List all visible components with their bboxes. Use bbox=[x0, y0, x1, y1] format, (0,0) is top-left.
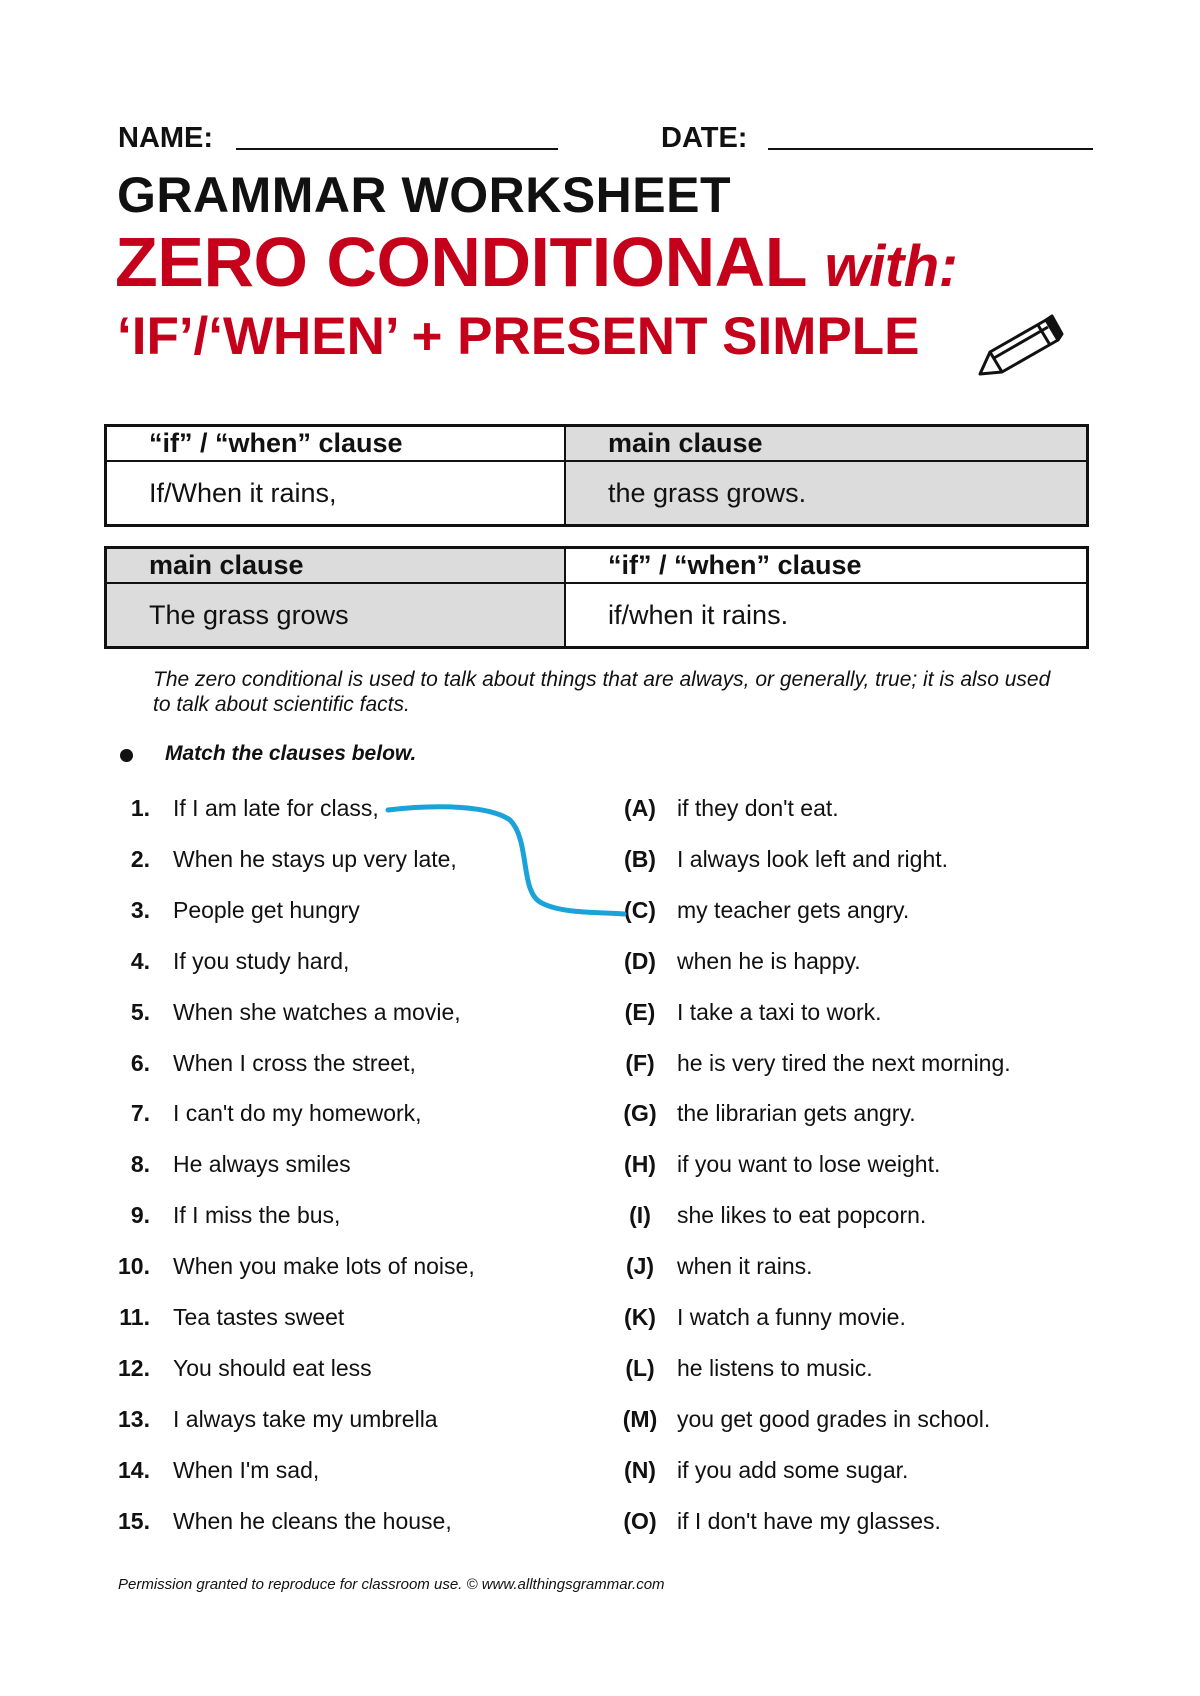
bullet-icon bbox=[120, 749, 133, 762]
right-clause[interactable]: my teacher gets angry. bbox=[677, 896, 910, 923]
match-row bbox=[0, 948, 1200, 988]
table2-col2-header: “if” / “when” clause bbox=[565, 548, 1088, 584]
pencil-icon bbox=[978, 312, 1064, 378]
clause-number: 1. bbox=[130, 795, 150, 821]
clause-table-if-first bbox=[104, 424, 1089, 527]
clause-letter: (H) bbox=[624, 1151, 656, 1178]
right-clause[interactable]: I take a taxi to work. bbox=[677, 998, 882, 1025]
clause-number: 4. bbox=[130, 947, 150, 974]
clause-number: 11. bbox=[119, 1304, 150, 1330]
right-clause[interactable]: if you want to lose weight. bbox=[677, 1151, 941, 1178]
match-row bbox=[0, 999, 1200, 1039]
clause-letter: (G) bbox=[623, 1100, 657, 1127]
date-field[interactable] bbox=[768, 118, 1093, 150]
clause-number: 5. bbox=[130, 998, 150, 1025]
right-clause[interactable]: if you add some sugar. bbox=[677, 1456, 909, 1483]
right-clause[interactable]: if I don't have my glasses. bbox=[677, 1507, 941, 1534]
left-clause[interactable]: I always take my umbrella bbox=[173, 1405, 438, 1432]
table1-col1-example: If/When it rains, bbox=[106, 461, 566, 526]
right-clause[interactable]: he listens to music. bbox=[677, 1354, 873, 1381]
instruction-text: Match the clauses below. bbox=[165, 742, 417, 765]
left-clause[interactable]: When I'm sad, bbox=[173, 1456, 320, 1483]
match-row bbox=[0, 1253, 1200, 1293]
match-row bbox=[0, 1406, 1200, 1446]
right-clause[interactable]: she likes to eat popcorn. bbox=[677, 1202, 927, 1229]
topic-text: ZERO CONDITIONAL bbox=[115, 223, 806, 301]
left-clause[interactable]: When she watches a movie, bbox=[173, 998, 461, 1025]
left-clause[interactable]: When I cross the street, bbox=[173, 1049, 416, 1076]
left-clause[interactable]: I can't do my homework, bbox=[173, 1100, 422, 1127]
match-row bbox=[0, 1304, 1200, 1344]
left-clause[interactable]: When you make lots of noise, bbox=[173, 1253, 475, 1280]
clause-letter: (C) bbox=[624, 896, 656, 923]
left-clause[interactable]: When he cleans the house, bbox=[173, 1507, 452, 1534]
right-clause[interactable]: I always look left and right. bbox=[677, 845, 949, 872]
clause-table-main-first bbox=[104, 546, 1089, 649]
table1-col1-header: “if” / “when” clause bbox=[106, 426, 566, 462]
table2-col1-header: main clause bbox=[106, 548, 566, 584]
clause-number: 6. bbox=[130, 1049, 150, 1076]
date-label: DATE: bbox=[661, 122, 748, 154]
clause-number: 15. bbox=[118, 1507, 150, 1534]
clause-number: 14. bbox=[118, 1456, 150, 1483]
name-field[interactable] bbox=[236, 118, 558, 150]
match-row bbox=[0, 1457, 1200, 1497]
match-row bbox=[0, 1508, 1200, 1548]
clause-letter: (A) bbox=[624, 795, 656, 821]
topic-subtitle: ‘IF’/‘WHEN’ + PRESENT SIMPLE bbox=[117, 307, 920, 366]
clause-letter: (F) bbox=[625, 1049, 655, 1076]
name-date-row bbox=[118, 118, 1093, 162]
clause-letter: (M) bbox=[622, 1405, 658, 1432]
table1-col2-header: main clause bbox=[565, 426, 1088, 462]
clause-letter: (N) bbox=[624, 1456, 656, 1483]
match-row bbox=[0, 1202, 1200, 1242]
clause-number: 2. bbox=[130, 845, 150, 872]
right-clause[interactable]: when it rains. bbox=[677, 1253, 813, 1280]
clause-letter: (D) bbox=[624, 947, 656, 974]
table2-col1-example: The grass grows bbox=[106, 583, 566, 648]
right-clause[interactable]: I watch a funny movie. bbox=[677, 1304, 906, 1330]
match-row bbox=[0, 1355, 1200, 1395]
example-match-line bbox=[380, 800, 630, 930]
left-clause[interactable]: He always smiles bbox=[173, 1151, 351, 1178]
clause-letter: (I) bbox=[629, 1202, 651, 1229]
left-clause[interactable]: When he stays up very late, bbox=[173, 845, 457, 872]
clause-number: 3. bbox=[130, 896, 150, 923]
right-clause[interactable]: he is very tired the next morning. bbox=[677, 1049, 1011, 1076]
clause-number: 9. bbox=[130, 1202, 150, 1229]
clause-letter: (J) bbox=[625, 1253, 655, 1280]
clause-letter: (K) bbox=[624, 1304, 656, 1330]
match-row bbox=[0, 1151, 1200, 1191]
table2-col2-example: if/when it rains. bbox=[565, 583, 1088, 648]
match-row bbox=[0, 1100, 1200, 1140]
clause-letter: (E) bbox=[624, 998, 656, 1025]
name-label: NAME: bbox=[118, 122, 214, 154]
left-clause[interactable]: If I miss the bus, bbox=[173, 1202, 341, 1229]
left-clause[interactable]: People get hungry bbox=[173, 896, 360, 923]
worksheet-title: GRAMMAR WORKSHEET bbox=[117, 167, 732, 223]
match-row bbox=[0, 1050, 1200, 1090]
left-clause[interactable]: Tea tastes sweet bbox=[173, 1304, 345, 1330]
clause-letter: (O) bbox=[623, 1507, 657, 1534]
clause-number: 13. bbox=[118, 1405, 150, 1432]
left-clause[interactable]: If I am late for class, bbox=[173, 795, 379, 821]
right-clause[interactable]: the librarian gets angry. bbox=[677, 1100, 916, 1127]
topic-suffix: with: bbox=[824, 234, 958, 299]
clause-letter: (B) bbox=[624, 845, 656, 872]
clause-number: 10. bbox=[118, 1253, 150, 1280]
left-clause[interactable]: If you study hard, bbox=[173, 947, 350, 974]
table1-col2-example: the grass grows. bbox=[565, 461, 1088, 526]
left-clause[interactable]: You should eat less bbox=[173, 1354, 372, 1381]
topic-heading bbox=[115, 222, 957, 302]
clause-letter: (L) bbox=[625, 1354, 655, 1381]
explanation-text: The zero conditional is used to talk about things that are always, or generally, true; it is also used to talk about scientific facts. bbox=[153, 668, 1051, 716]
right-clause[interactable]: you get good grades in school. bbox=[677, 1405, 991, 1432]
right-clause[interactable]: when he is happy. bbox=[677, 947, 861, 974]
copyright-footer: Permission granted to reproduce for classroom use. © www.allthingsgrammar.com bbox=[118, 1576, 665, 1593]
clause-number: 12. bbox=[118, 1354, 150, 1381]
clause-number: 8. bbox=[130, 1151, 150, 1178]
clause-number: 7. bbox=[130, 1100, 150, 1127]
right-clause[interactable]: if they don't eat. bbox=[677, 795, 839, 821]
